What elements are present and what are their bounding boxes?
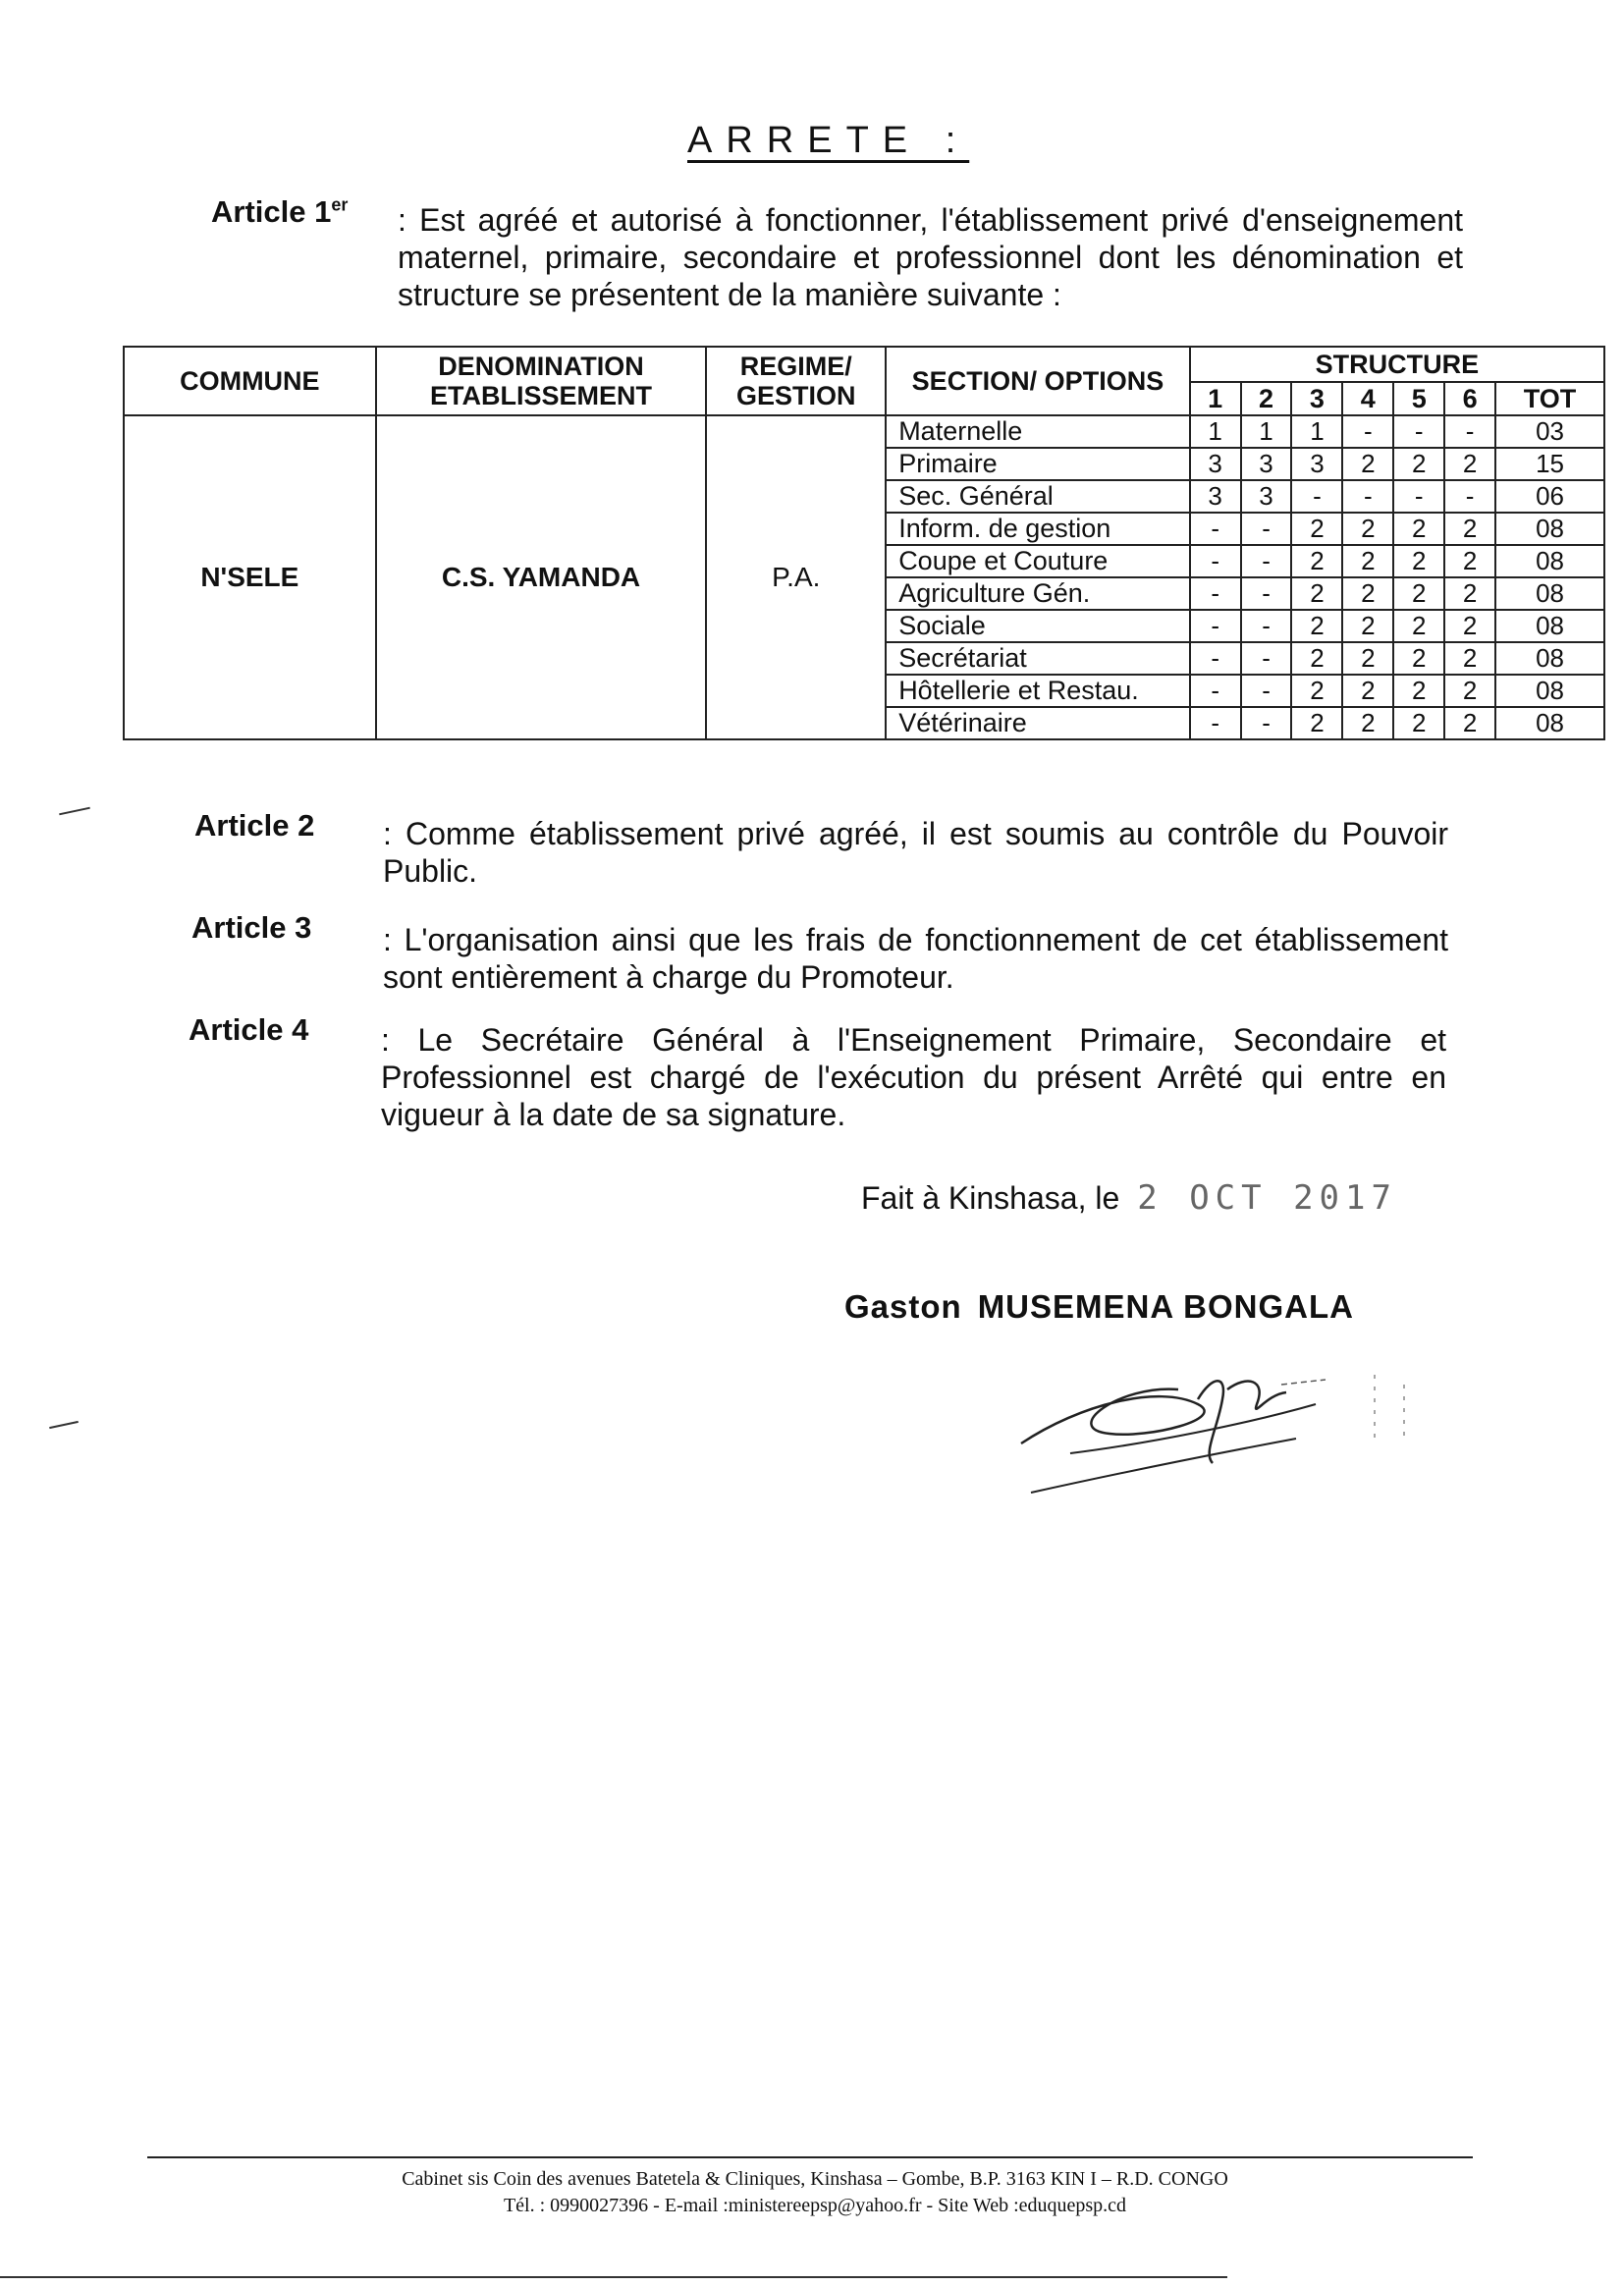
value-cell: 1 bbox=[1241, 415, 1292, 448]
value-cell: 2 bbox=[1393, 707, 1444, 739]
article-1-label-text: Article 1 bbox=[211, 194, 332, 229]
signer-first-name: Gaston bbox=[844, 1288, 962, 1325]
year-header-3: 3 bbox=[1291, 382, 1342, 415]
value-cell: 2 bbox=[1393, 513, 1444, 545]
value-cell: - bbox=[1190, 545, 1241, 577]
option-cell: Hôtellerie et Restau. bbox=[886, 675, 1190, 707]
value-cell: - bbox=[1241, 675, 1292, 707]
total-cell: 03 bbox=[1495, 415, 1604, 448]
value-cell: - bbox=[1190, 577, 1241, 610]
option-cell: Sociale bbox=[886, 610, 1190, 642]
value-cell: 2 bbox=[1444, 577, 1495, 610]
value-cell: 2 bbox=[1291, 610, 1342, 642]
signer-name bbox=[844, 1288, 1354, 1326]
year-header-tot: TOT bbox=[1495, 382, 1604, 415]
article-3-label: Article 3 bbox=[191, 910, 312, 945]
value-cell: 2 bbox=[1393, 642, 1444, 675]
value-cell: - bbox=[1444, 480, 1495, 513]
page-title: ARRETE : bbox=[687, 120, 970, 161]
value-cell: 2 bbox=[1342, 675, 1393, 707]
commune-cell: N'SELE bbox=[124, 415, 376, 739]
value-cell: - bbox=[1241, 513, 1292, 545]
value-cell: 2 bbox=[1393, 610, 1444, 642]
total-cell: 06 bbox=[1495, 480, 1604, 513]
signer-last-name: MUSEMENA BONGALA bbox=[977, 1288, 1354, 1325]
value-cell: 2 bbox=[1342, 513, 1393, 545]
value-cell: 2 bbox=[1342, 610, 1393, 642]
year-header-1: 1 bbox=[1190, 382, 1241, 415]
footer-address: Cabinet sis Coin des avenues Batetela & Cliniques, Kinshasa – Gombe, B.P. 3163 KIN I – R.D. CONGO bbox=[402, 2168, 1228, 2190]
header-denomination: DENOMINATION ETABLISSEMENT bbox=[376, 347, 707, 415]
article-2-text: : Comme établissement privé agréé, il est soumis au contrôle du Pouvoir Public. bbox=[383, 816, 1448, 889]
option-cell: Secrétariat bbox=[886, 642, 1190, 675]
value-cell: - bbox=[1241, 707, 1292, 739]
value-cell: 2 bbox=[1342, 642, 1393, 675]
footer bbox=[226, 2166, 1404, 2219]
value-cell: - bbox=[1190, 642, 1241, 675]
regime-cell: P.A. bbox=[706, 415, 886, 739]
total-cell: 08 bbox=[1495, 707, 1604, 739]
value-cell: - bbox=[1291, 480, 1342, 513]
value-cell: 2 bbox=[1444, 675, 1495, 707]
value-cell: - bbox=[1241, 577, 1292, 610]
value-cell: 2 bbox=[1444, 642, 1495, 675]
value-cell: 1 bbox=[1291, 415, 1342, 448]
bottom-rule bbox=[0, 2276, 1227, 2278]
header-commune: COMMUNE bbox=[124, 347, 376, 415]
structure-table bbox=[123, 346, 1605, 740]
value-cell: 3 bbox=[1190, 480, 1241, 513]
value-cell: 2 bbox=[1444, 513, 1495, 545]
margin-mark bbox=[59, 807, 90, 816]
value-cell: 2 bbox=[1393, 448, 1444, 480]
total-cell: 08 bbox=[1495, 610, 1604, 642]
article-1-text: : Est agréé et autorisé à fonctionner, l'établissement privé d'enseignement maternel, primaire, secondaire et professionnel dont les dénomination et structure se présentent de la manière suivante : bbox=[398, 202, 1463, 312]
table-body bbox=[124, 415, 1604, 739]
value-cell: 2 bbox=[1342, 577, 1393, 610]
value-cell: - bbox=[1241, 545, 1292, 577]
total-cell: 08 bbox=[1495, 513, 1604, 545]
footer-contact: Tél. : 0990027396 - E-mail :ministereepsp@yahoo.fr - Site Web :eduquepsp.cd bbox=[503, 2195, 1127, 2216]
year-header-5: 5 bbox=[1393, 382, 1444, 415]
handwritten-signature bbox=[1001, 1345, 1443, 1512]
value-cell: - bbox=[1342, 480, 1393, 513]
value-cell: 1 bbox=[1190, 415, 1241, 448]
value-cell: 3 bbox=[1190, 448, 1241, 480]
value-cell: - bbox=[1241, 642, 1292, 675]
value-cell: 2 bbox=[1291, 577, 1342, 610]
value-cell: 2 bbox=[1291, 675, 1342, 707]
value-cell: 2 bbox=[1291, 707, 1342, 739]
article-1-superscript: er bbox=[331, 194, 349, 215]
value-cell: - bbox=[1393, 480, 1444, 513]
option-cell: Primaire bbox=[886, 448, 1190, 480]
article-4-label: Article 4 bbox=[189, 1012, 309, 1047]
denomination-cell: C.S. YAMANDA bbox=[376, 415, 707, 739]
total-cell: 08 bbox=[1495, 545, 1604, 577]
total-cell: 15 bbox=[1495, 448, 1604, 480]
header-structure: STRUCTURE bbox=[1190, 347, 1604, 382]
margin-mark bbox=[49, 1421, 79, 1429]
value-cell: - bbox=[1190, 675, 1241, 707]
value-cell: 2 bbox=[1393, 545, 1444, 577]
option-cell: Vétérinaire bbox=[886, 707, 1190, 739]
value-cell: 2 bbox=[1342, 448, 1393, 480]
value-cell: 2 bbox=[1291, 642, 1342, 675]
value-cell: 2 bbox=[1444, 610, 1495, 642]
header-section: SECTION/ OPTIONS bbox=[886, 347, 1190, 415]
table-row bbox=[124, 415, 1604, 448]
total-cell: 08 bbox=[1495, 642, 1604, 675]
value-cell: 2 bbox=[1444, 545, 1495, 577]
value-cell: 2 bbox=[1444, 707, 1495, 739]
value-cell: - bbox=[1190, 707, 1241, 739]
total-cell: 08 bbox=[1495, 577, 1604, 610]
place-text: Fait à Kinshasa, le bbox=[861, 1180, 1120, 1216]
total-cell: 08 bbox=[1495, 675, 1604, 707]
value-cell: 3 bbox=[1241, 480, 1292, 513]
header-regime: REGIME/ GESTION bbox=[706, 347, 886, 415]
year-header-6: 6 bbox=[1444, 382, 1495, 415]
year-header-4: 4 bbox=[1342, 382, 1393, 415]
value-cell: 2 bbox=[1291, 545, 1342, 577]
value-cell: - bbox=[1342, 415, 1393, 448]
value-cell: 2 bbox=[1342, 545, 1393, 577]
option-cell: Coupe et Couture bbox=[886, 545, 1190, 577]
option-cell: Sec. Général bbox=[886, 480, 1190, 513]
place-and-date bbox=[861, 1178, 1397, 1218]
article-1-label bbox=[211, 194, 348, 230]
value-cell: 2 bbox=[1393, 577, 1444, 610]
value-cell: - bbox=[1190, 513, 1241, 545]
value-cell: 2 bbox=[1291, 513, 1342, 545]
value-cell: - bbox=[1190, 610, 1241, 642]
footer-rule bbox=[147, 2156, 1473, 2158]
value-cell: - bbox=[1393, 415, 1444, 448]
value-cell: - bbox=[1444, 415, 1495, 448]
stamp-date: 2 OCT 2017 bbox=[1137, 1178, 1397, 1218]
article-2-label: Article 2 bbox=[194, 808, 315, 843]
value-cell: 3 bbox=[1241, 448, 1292, 480]
option-cell: Maternelle bbox=[886, 415, 1190, 448]
year-header-2: 2 bbox=[1241, 382, 1292, 415]
article-3-text: : L'organisation ainsi que les frais de fonctionnement de cet établissement sont entièrement à charge du Promoteur. bbox=[383, 922, 1448, 995]
value-cell: 2 bbox=[1444, 448, 1495, 480]
article-4-text: : Le Secrétaire Général à l'Enseignement Primaire, Secondaire et Professionnel est chargé de l'exécution du présent Arrêté qui entre en vigueur à la date de sa signature. bbox=[381, 1022, 1446, 1132]
value-cell: 3 bbox=[1291, 448, 1342, 480]
value-cell: 2 bbox=[1342, 707, 1393, 739]
option-cell: Agriculture Gén. bbox=[886, 577, 1190, 610]
option-cell: Inform. de gestion bbox=[886, 513, 1190, 545]
value-cell: 2 bbox=[1393, 675, 1444, 707]
value-cell: - bbox=[1241, 610, 1292, 642]
